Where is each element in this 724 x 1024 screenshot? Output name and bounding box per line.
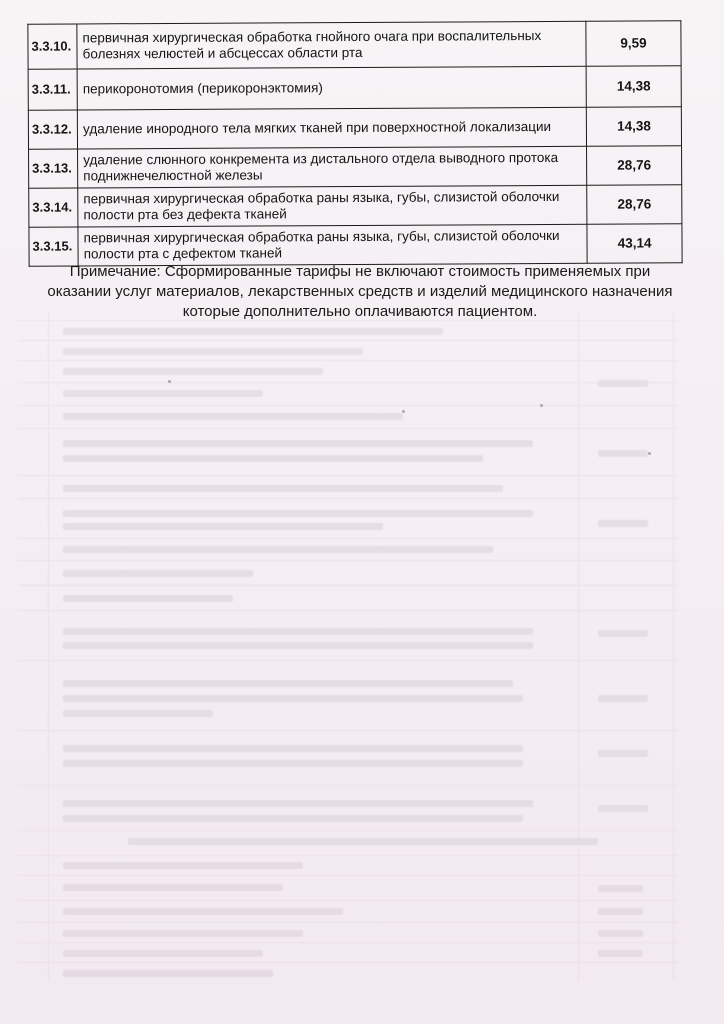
scan-speck — [168, 380, 171, 383]
service-price: 28,76 — [587, 146, 682, 185]
tariff-note — [40, 262, 680, 322]
service-price: 9,59 — [586, 21, 681, 66]
note-line: которые дополнительно оплачиваются пациентом. — [182, 303, 538, 320]
table-row — [28, 66, 681, 110]
service-code: 3.3.15. — [29, 227, 78, 266]
table-row — [29, 185, 682, 227]
tariff-table — [27, 20, 682, 266]
service-code: 3.3.14. — [29, 188, 78, 227]
service-code: 3.3.11. — [28, 69, 77, 110]
service-name: первичная хирургическая обработка раны языка, губы, слизистой оболочки полости рта без дефекта тканей — [78, 185, 587, 227]
service-name: удаление слюнного конкремента из дистального отдела выводного протока поднижнечелюстной железы — [78, 146, 587, 188]
note-line: Примечание: Сформированные тарифы не включают стоимость применяемых при — [69, 263, 651, 280]
service-name: перикоронотомия (перикоронэктомия) — [77, 66, 586, 110]
service-code: 3.3.10. — [28, 24, 77, 69]
service-price: 28,76 — [587, 185, 682, 224]
service-name: первичная хирургическая обработка раны языка, губы, слизистой оболочки полости рта с дефектом тканей — [78, 224, 587, 266]
service-price: 14,38 — [586, 66, 681, 107]
scan-speck — [402, 410, 405, 413]
service-price: 14,38 — [586, 107, 681, 146]
scan-speck — [648, 452, 651, 455]
service-code: 3.3.12. — [28, 110, 77, 149]
reverse-side-bleed-through — [18, 310, 678, 980]
scan-speck — [540, 404, 543, 407]
table-row — [29, 224, 682, 266]
service-price: 43,14 — [587, 224, 682, 263]
table-row — [29, 146, 682, 188]
service-name: удаление инородного тела мягких тканей при поверхностной локализации — [77, 107, 586, 149]
service-code: 3.3.13. — [29, 149, 78, 188]
note-line: оказании услуг материалов, лекарственных средств и изделий медицинского назначения — [47, 283, 673, 300]
service-name: первичная хирургическая обработка гнойного очага при воспалительных болезнях челюстей и абсцессах области рта — [77, 21, 586, 69]
table-row — [28, 21, 681, 69]
table-row — [28, 107, 681, 149]
